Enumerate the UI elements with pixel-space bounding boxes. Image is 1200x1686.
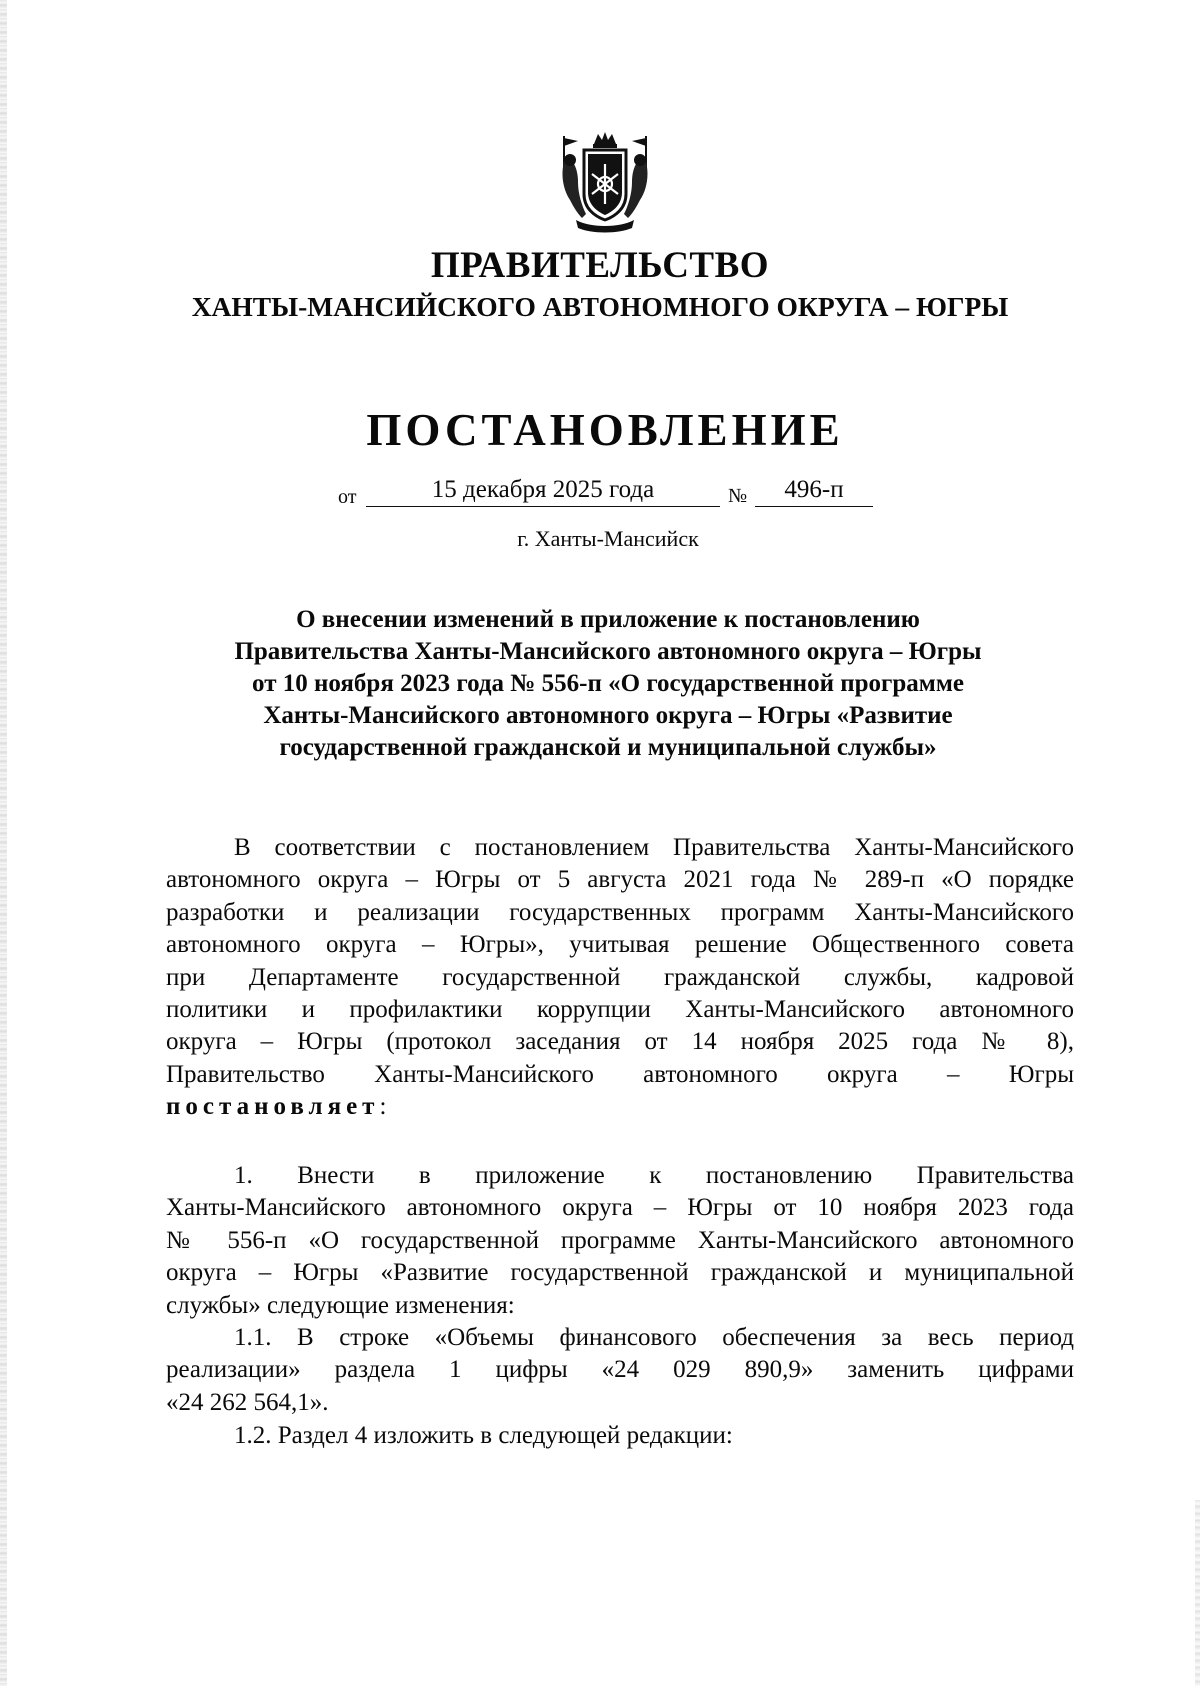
item-1-paragraph (166, 1160, 1074, 1322)
item-1-line: Ханты-Мансийского автономного округа – Югры от 10 ноября 2023 года (166, 1194, 1074, 1222)
document-date: 15 декабря 2025 года (366, 475, 720, 507)
preamble-line: округа – Югры (протокол заседания от 14 ноября 2025 года № 8), (166, 1028, 1074, 1056)
document-heading (140, 604, 1076, 764)
heading-line: О внесении изменений в приложение к постановлению (296, 606, 920, 633)
heading-line: от 10 ноября 2023 года № 556-п «О государственной программе (252, 670, 964, 697)
item-1-line: службы» следующие изменения: (166, 1291, 515, 1319)
heading-line: Ханты-Мансийского автономного округа – Югры «Развитие (263, 702, 953, 729)
coat-of-arms-icon (556, 130, 654, 234)
item-1-line: округа – Югры «Развитие государственной гражданской и муниципальной (166, 1259, 1074, 1287)
item-1-2-paragraph (166, 1420, 1074, 1452)
resolves-word: постановляет (166, 1093, 380, 1121)
document-type: ПОСТАНОВЛЕНИЕ (366, 405, 844, 455)
preamble-line: при Департаменте государственной гражданской службы, кадровой (166, 963, 1074, 991)
preamble-line: разработки и реализации государственных программ Ханты-Мансийского (166, 898, 1074, 926)
city: г. Ханты-Мансийск (517, 526, 699, 551)
region-title: ХАНТЫ-МАНСИЙСКОГО АВТОНОМНОГО ОКРУГА – ЮГРЫ (191, 291, 1009, 322)
heading-line: государственной гражданской и муниципальной службы» (279, 734, 937, 761)
item-1-line: № 556-п «О государственной программе Ханты-Мансийского автономного (166, 1226, 1074, 1254)
preamble-paragraph (166, 832, 1074, 1124)
preamble-line: В соответствии с постановлением Правительства Ханты-Мансийского (234, 834, 1074, 861)
heading-line: Правительства Ханты-Мансийского автономного округа – Югры (234, 638, 982, 665)
government-title: ПРАВИТЕЛЬСТВО (430, 245, 770, 286)
item-1-1-line: «24 262 564,1». (166, 1388, 329, 1416)
item-1-1-line: 1.1. В строке «Объемы финансового обеспечения за весь период (234, 1324, 1074, 1351)
document-number: 496-п (755, 475, 873, 507)
resolves-line: постановляет: (166, 1093, 387, 1121)
item-1-1-paragraph (166, 1322, 1074, 1419)
date-prefix: от (338, 486, 357, 508)
item-1-1-line: реализации» раздела 1 цифры «24 029 890,9» заменить цифрами (166, 1356, 1074, 1384)
item-1-line: 1. Внести в приложение к постановлению Правительства (234, 1162, 1074, 1189)
number-prefix: № (728, 485, 748, 507)
scan-edge-right (1195, 1500, 1200, 1686)
preamble-line: политики и профилактики коррупции Ханты-Мансийского автономного (166, 996, 1074, 1024)
preamble-line: автономного округа – Югры», учитывая решение Общественного совета (166, 931, 1074, 959)
preamble-line: Правительство Ханты-Мансийского автономного округа – Югры (166, 1060, 1074, 1088)
item-1-2-line: 1.2. Раздел 4 изложить в следующей редакции: (234, 1422, 733, 1449)
preamble-line: автономного округа – Югры от 5 августа 2021 года № 289-п «О порядке (166, 866, 1074, 894)
